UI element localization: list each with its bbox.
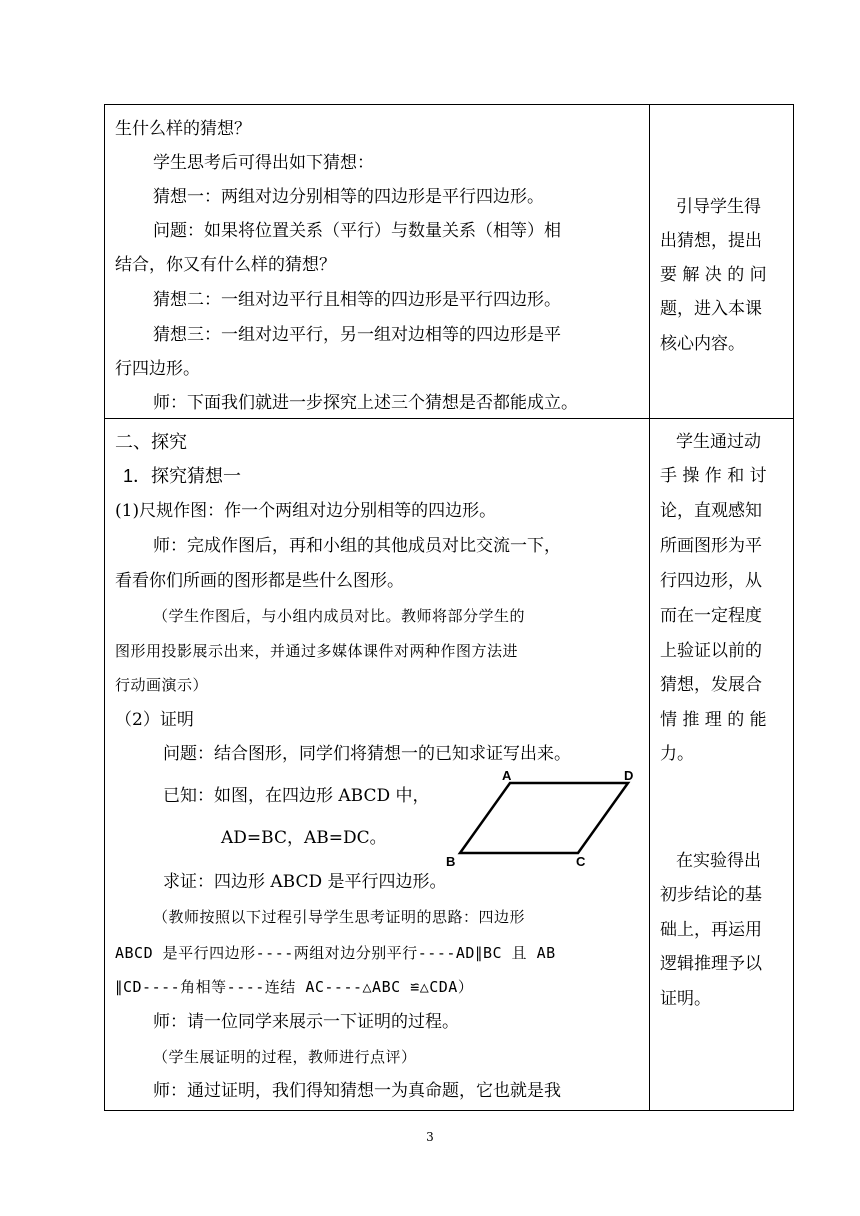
text-line: ∥CD----角相等----连结 AC----△ABC ≌△CDA） [115,978,474,996]
text-line: 学生思考后可得出如下猜想： [153,153,374,173]
text-line: ABCD 是平行四边形----两组对边分别平行----AD∥BC 且 AB [115,944,556,962]
note-line: 猜想，发展合 [660,675,762,695]
note-line: 力。 [660,744,694,764]
note-line: 题，进入本课 [660,299,762,319]
note-line: 在实验得出 [676,851,761,871]
note-line: 情 推 理 的 能 [660,710,767,730]
note-line: 核心内容。 [660,334,745,354]
note-line: 引导学生得 [676,197,761,217]
note-line: 证明。 [660,989,711,1009]
note-line: 出猜想，提出 [660,231,762,251]
vertex-label-c: C [576,854,586,869]
note-line: 所画图形为平 [660,536,762,556]
text-line: 求证：四边形 ABCD 是平行四边形。 [163,872,447,892]
page-number: 3 [426,1130,434,1144]
subsection-heading: 1．探究猜想一 [123,466,242,486]
note-line: 初步结论的基 [660,885,762,905]
text-line: 师：通过证明，我们得知猜想一为真命题，它也就是我 [153,1081,561,1101]
text-line: 结合，你又有什么样的猜想？ [115,255,336,275]
note-line: 逻辑推理予以 [660,954,762,974]
vertex-label-d: D [624,768,634,783]
text-line: （学生作图后，与小组内成员对比。教师将部分学生的 [153,607,526,625]
text-line: AD=BC，AB=DC。 [221,828,387,848]
text-line: （学生展证明的过程，教师进行点评） [153,1048,417,1066]
column-divider [649,105,650,1110]
text-line: 猜想三：一组对边平行，另一组对边相等的四边形是平 [153,325,561,345]
row-divider [105,418,793,419]
note-line: 行四边形，从 [660,571,762,591]
parallelogram-shape [460,783,628,853]
note-line: 础上，再运用 [660,920,762,940]
text-line: 问题：结合图形，同学们将猜想一的已知求证写出来。 [163,744,571,764]
text-line: 师：下面我们就进一步探究上述三个猜想是否都能成立。 [153,393,578,413]
text-line: 问题：如果将位置关系（平行）与数量关系（相等）相 [153,221,561,241]
text-line: 行四边形。 [115,359,200,379]
text-line: （教师按照以下过程引导学生思考证明的思路：四边形 [153,908,526,926]
text-line: 猜想一：两组对边分别相等的四边形是平行四边形。 [153,187,544,207]
note-line: 而在一定程度 [660,606,762,626]
note-line: 要 解 决 的 问 [660,265,767,285]
note-line: 学生通过动 [676,432,761,452]
text-line: 生什么样的猜想？ [115,119,251,139]
section-heading: 二、探究 [115,432,187,452]
note-line: 论，直观感知 [660,501,762,521]
text-line: 行动画演示） [115,676,209,694]
text-line: （2）证明 [115,710,194,730]
text-line: 已知：如图，在四边形 ABCD 中， [163,786,430,806]
lesson-table [104,104,794,1111]
text-line: 图形用投影展示出来，并通过多媒体课件对两种作图方法进 [115,642,519,660]
note-line: 上验证以前的 [660,641,762,661]
vertex-label-b: B [446,854,456,869]
text-line: 猜想二：一组对边平行且相等的四边形是平行四边形。 [153,290,561,310]
text-line: 师：完成作图后，再和小组的其他成员对比交流一下， [153,536,561,556]
text-line: (1)尺规作图：作一个两组对边分别相等的四边形。 [115,501,497,521]
vertex-label-a: A [502,768,512,783]
parallelogram-figure [440,760,650,870]
text-line: 师：请一位同学来展示一下证明的过程。 [153,1012,459,1032]
note-line: 手 操 作 和 讨 [660,466,767,486]
text-line: 看看你们所画的图形都是些什么图形。 [115,571,404,591]
